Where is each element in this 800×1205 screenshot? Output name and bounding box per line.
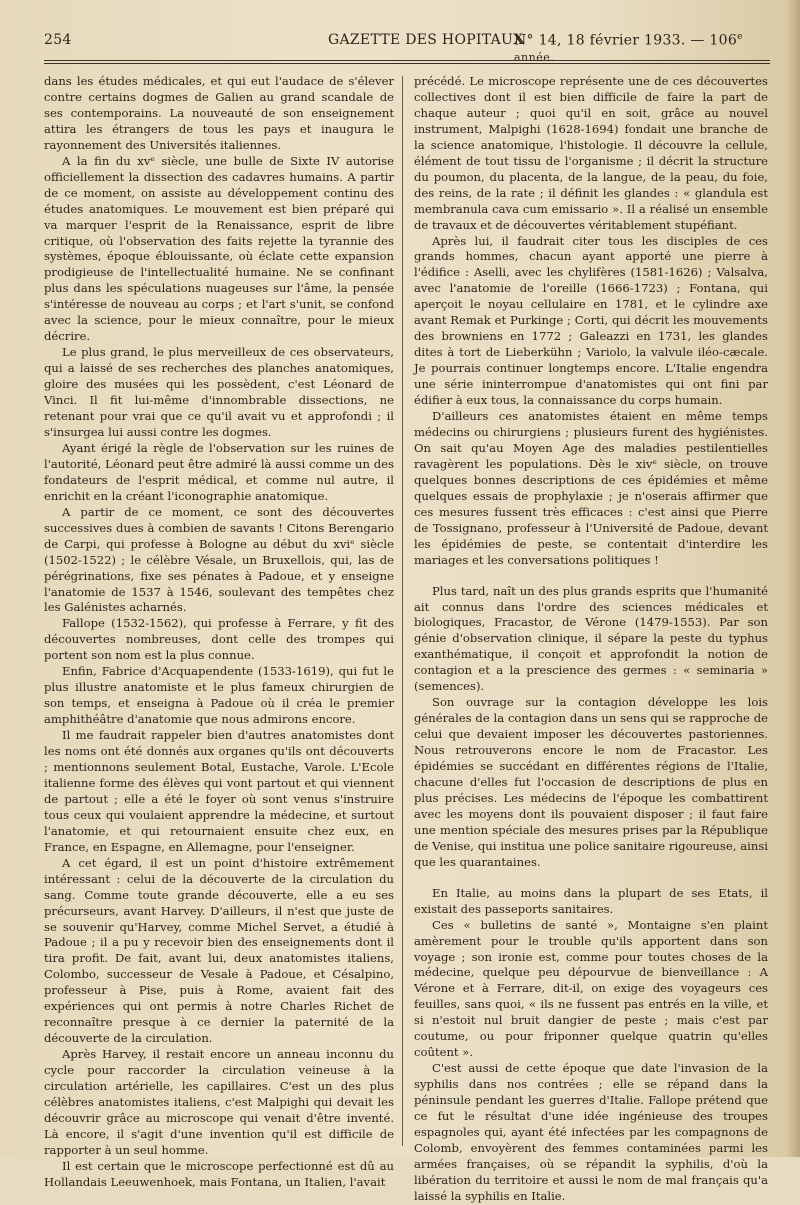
column-divider (402, 76, 403, 1146)
left-paragraph: Ayant érigé la règle de l'observation sur les ruines de l'autorité, Léonard peut être admiré là aussi comme un des fondateurs de l'esprit médical, et comme nul autre, il enrichit en la créant l'iconographie anatomique. (44, 440, 394, 503)
left-paragraph: A la fin du xvᵉ siècle, une bulle de Sixte IV autorise officiellement la dissection des cadavres humains. A partir de ce moment, on assiste au développement continu des études anatomiques. Le mouvement est bien préparé qui va marquer l'esprit de la Renaissance, esprit de libre critique, où l'observation des faits rejette la tyrannie des systèmes, époque éblouissante, où éclate cette expansion prodigieuse de l'intellectualité humaine. Ne se confinant plus dans les spéculations nuageuses sur l'âme, la pensée s'intéresse de nouveau au corps ; et l'art s'unit, se confond avec la science, pour le mieux connaître, pour le mieux décrire. (44, 153, 394, 344)
journal-title: GAZETTE DES HOPITAUX (328, 32, 524, 48)
right-paragraph: Son ouvrage sur la contagion développe les lois générales de la contagion dans un sens qui se rapproche de celui que devaient imposer les découvertes pastoriennes. Nous retrouverons encore le nom de Fracastor. Les épidémies se succédant en différentes régions de l'Italie, chacune d'elles fut l'occasion de descriptions de plus en plus précises. Les médecins de l'époque les combattirent avec les moyens dont ils pouvaient disposer ; il faut faire une mention spéciale des mesures prises par la République de Venise, qui institua une police sanitaire rigoureuse, ainsi que les quarantaines. (414, 695, 768, 869)
header-rule-top (44, 60, 770, 61)
left-paragraph: Il est certain que le microscope perfectionné est dû au Hollandais Leeuwenhoek, mais Fontana, un Italien, l'avait (44, 1158, 394, 1189)
right-paragraph: Plus tard, naît un des plus grands esprits que l'humanité ait connus dans l'ordre des sciences médicales et biologiques, Fracastor, de Vérone (1479-1553). Par son génie d'observation clinique, il sépare la peste du typhus exanthématique, il conçoit et approfondit la notion de contagion et a la prescience des germes : « seminaria » (semences). (414, 583, 768, 694)
left-paragraph: Il me faudrait rappeler bien d'autres anatomistes dont les noms ont été donnés aux organes qu'ils ont découverts ; mentionnons seulement Botal, Eustache, Varole. L'Ecole italienne forme des élèves qui vont partout et qui viennent de partout ; elle a été le foyer où sont venus s'instruire tous ceux qui voulaient apprendre la médecine, et surtout l'anatomie, et qui retournaient ensuite chez eux, en France, en Espagne, en Allemagne, pour l'enseigner. (44, 728, 394, 854)
header-rule-bottom (44, 63, 770, 64)
page-edge-shadow (786, 0, 800, 1157)
page-number: 254 (44, 32, 72, 48)
right-paragraph: En Italie, au moins dans la plupart de ses Etats, il existait des passeports sanitaires. (414, 885, 768, 916)
right-paragraph: C'est aussi de cette époque que date l'invasion de la syphilis dans nos contrées ; elle se répand dans la péninsule pendant les guerres d'Italie. Fallope prétend que ce fut le résultat d'une idée ingénieuse des troupes espagnoles qui, ayant été infectées par les compagnons de Colomb, envoyèrent des femmes contaminées parmi les armées françaises, où se répandit la syphilis, d'où la libération du territoire et aussi le nom de mal français qu'a laissé la syphilis en Italie. (414, 1061, 768, 1203)
left-paragraph: Enfin, Fabrice d'Acquapendente (1533-1619), qui fut le plus illustre anatomiste et le plus fameux chirurgien de son temps, et enseigna à Padoue où il créa le premier amphithéâtre d'anatomie que nous admirons encore. (44, 664, 394, 727)
left-paragraph: Fallope (1532-1562), qui professe à Ferrare, y fit des découvertes nombreuses, dont celle des trompes qui portent son nom est la plus connue. (44, 616, 394, 663)
left-paragraph: Après Harvey, il restait encore un anneau inconnu du cycle pour raccorder la circulation veineuse à la circulation artérielle, les capillaires. C'est un des plus célèbres anatomistes italiens, c'est Malpighi qui devait les découvrir grâce au microscope qui venait d'être inventé. Là encore, il s'agit d'une invention qu'il est difficile de rapporter à un seul homme. (44, 1047, 394, 1157)
issue-suffix: e (737, 32, 743, 42)
left-paragraph: Le plus grand, le plus merveilleux de ces observateurs, qui a laissé de ses recherches des planches anatomiques, gloire des musées qui les possèdent, c'est Léonard de Vinci. Il fit lui-même d'innombrable dissections, ne retenant pour vrai que ce qu'il avait vu et approfondi ; il s'insurgea lui aussi contre les dogmes. (44, 345, 394, 439)
right-paragraph: Après lui, il faudrait citer tous les disciples de ces grands hommes, chacun ayant apporté une pierre à l'édifice : Aselli, avec les chylifères (1581-1626) ; Valsalva, avec l'anatomie de l'oreille (1666-1723) ; Fontana, qui aperçoit le noyau cellulaire en 1781, et le cylindre axe avant Remak et Purkinge ; Corti, qui décrit les mouvements des browniens en 1772 ; Galeazzi en 1731, les glandes dites à tort de Lieberkühn ; Variolo, la valvule iléo-cæcale. Je pourrais continuer longtemps encore. L'Italie engendra une série ininterrompue d'anatomistes qui ont fini par édifier à eux tous, la connaissance du corps humain. (414, 233, 768, 408)
right-paragraph: D'ailleurs ces anatomistes étaient en même temps médecins ou chirurgiens ; plusieurs furent des hygiénistes. On sait qu'au Moyen Age des maladies pestilentielles ravagèrent les populations. Dès le xivᵉ siècle, on trouve quelques bonnes descriptions de ces épidémies et même quelques essais de prophylaxie ; je n'oserais affirmer que ces mesures fussent très efficaces : c'est ainsi que Pierre de Tossignano, professeur à l'Université de Padoue, devant les épidémies de peste, se contentait d'interdire les mariages et les conversations politiques ! (414, 409, 768, 567)
left-paragraph: dans les études médicales, et qui eut l'audace de s'élever contre certains dogmes de Galien au grand scandale de ses contemporains. La nouveauté de son enseignement attira les étrangers de tous les pays et inaugura le rayonnement des Universités italiennes. (44, 74, 394, 152)
right-paragraph: précédé. Le microscope représente une de ces découvertes collectives dont il est bien difficile de faire la part de chaque auteur ; quoi qu'il en soit, grâce au nouvel instrument, Malpighi (1628-1694) fondait une branche de la science anatomique, l'histologie. Il découvre la cellule, élément de tout tissu de l'organisme ; il décrit la structure du poumon, du placenta, de la langue, de la peau, du foie, des reins, de la rate ; il définit les glandes : « glandula est membranula cava cum emissario ». Il a réalisé un ensemble de travaux et de découvertes véritablement stupéfiant. (414, 74, 768, 232)
issue-year-label: année. (514, 50, 555, 64)
issue-date: N° 14, 18 février 1933. — 106 (514, 32, 738, 49)
page-header (44, 28, 770, 64)
right-column (414, 74, 768, 1205)
left-paragraph: A cet égard, il est un point d'histoire extrêmement intéressant : celui de la découverte de la circulation du sang. Comme toute grande découverte, elle a eu ses précurseurs, avant Harvey. D'ailleurs, il n'est que juste de se souvenir qu'Harvey, comme Michel Servet, a étudié à Padoue ; il a pu y recevoir bien des enseignements dont il tira profit. De fait, avant lui, deux anatomistes italiens, Colombo, successeur de Vesale à Padoue, et Césalpino, professeur à Pise, puis à Rome, avaient fait des expériences qui ont permis à notre Charles Richet de reconnaître presque à ce dernier la paternité de la découverte de la circulation. (44, 855, 394, 1046)
left-column (44, 74, 394, 1191)
right-paragraph: Ces « bulletins de santé », Montaigne s'en plaint amèrement pour le trouble qu'ils apportent dans son voyage ; son ironie est, comme pour toutes choses de la médecine, quelque peu dépourvue de bienveillance : A Vérone et à Ferrare, dit-il, on exige des voyageurs ces feuilles, sans quoi, « ils ne fussent pas entrés en la ville, et si n'estoit nul bruit dangier de peste ; mais c'est par coutume, ou pour friponner quelque quatrin qu'elles coûtent ». (414, 917, 768, 1060)
left-paragraph: A partir de ce moment, ce sont des découvertes successives dues à combien de savants ! Citons Berengario de Carpi, qui professe à Bologne au début du xviᵉ siècle (1502-1522) ; le célèbre Vésale, un Bruxellois, qui, las de pérégrinations, fixe ses pénates à Padoue, et y enseigne l'anatomie de 1537 à 1546, soulevant des tempêtes chez les Galénistes acharnés. (44, 504, 394, 615)
